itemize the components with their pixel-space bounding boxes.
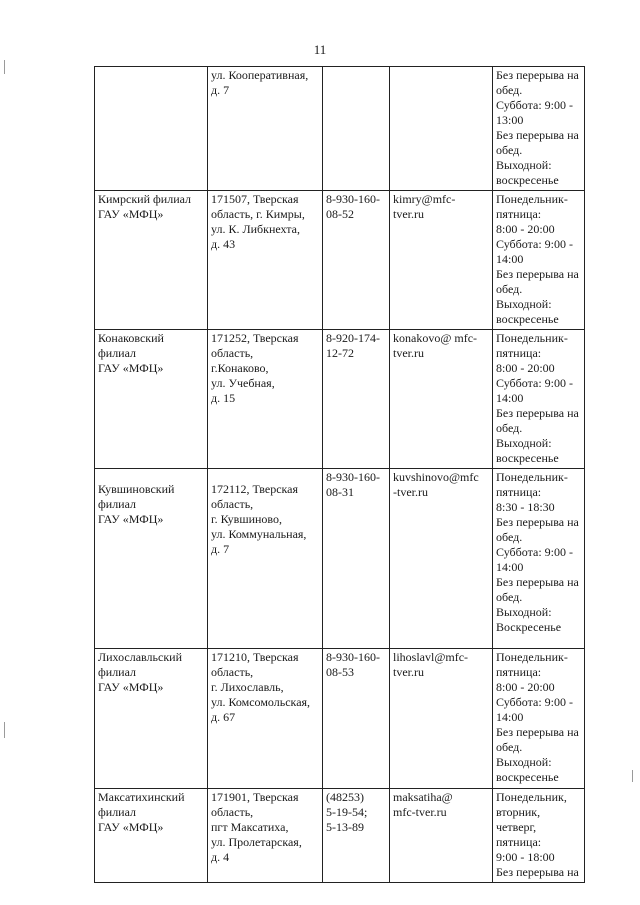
phone-cell [323,469,390,649]
branch-name-cell [95,67,208,191]
table-row [95,789,585,883]
phone-cell [323,67,390,191]
branch-address: 171507, Тверская область, г. Кимры, ул. К. Либкнехта, д. 43 [211,192,305,251]
branch-hours: Понедельник, вторник, четверг, пятница: 9:00 - 18:00 Без перерыва на [496,790,579,879]
branch-name-cell [95,789,208,883]
branch-table [94,66,585,883]
phone-cell [323,789,390,883]
phone-cell [323,191,390,330]
branch-phone: (48253) 5-19-54; 5-13-89 [326,790,368,834]
branch-phone: 8-930-160- 08-31 [326,470,380,499]
branch-hours: Без перерыва на обед. Суббота: 9:00 - 13:00 Без перерыва на обед. Выходной: воскресенье [496,68,579,187]
table-row [95,649,585,789]
branch-email: lihoslavl@mfc- tver.ru [393,650,469,679]
hours-cell [493,330,585,469]
email-cell [390,469,493,649]
margin-mark-bottom [4,722,5,738]
phone-cell [323,649,390,789]
branch-hours: Понедельник- пятница: 8:00 - 20:00 Суббота: 9:00 - 14:00 Без перерыва на обед. Выходной: воскресенье [496,192,579,326]
hours-cell [493,649,585,789]
address-cell [208,649,323,789]
margin-mark-right [632,770,633,782]
branch-email: konakovo@ mfc- tver.ru [393,331,478,360]
branch-address: 172112, Тверская область, г. Кувшиново, ул. Коммунальная, д. 7 [211,482,307,556]
email-cell [390,649,493,789]
branch-address: ул. Кооперативная, д. 7 [211,68,309,97]
table-row [95,330,585,469]
branch-phone: 8-920-174- 12-72 [326,331,380,360]
hours-cell [493,67,585,191]
branch-address: 171252, Тверская область, г.Конаково, ул. Учебная, д. 15 [211,331,299,405]
hours-cell [493,469,585,649]
table-row [95,469,585,649]
hours-cell [493,789,585,883]
margin-mark-top [4,60,5,74]
table-row [95,67,585,191]
address-cell [208,330,323,469]
branch-name: Кимрский филиал ГАУ «МФЦ» [98,192,192,221]
branch-name: Кувшиновский филиал ГАУ «МФЦ» [98,482,175,526]
address-cell [208,67,323,191]
branch-name: Лихославльский филиал ГАУ «МФЦ» [98,650,183,694]
phone-cell [323,330,390,469]
address-cell [208,789,323,883]
branch-email: kimry@mfc- tver.ru [393,192,456,221]
branch-address: 171210, Тверская область, г. Лихославль, ул. Комсомольская, д. 67 [211,650,311,724]
email-cell [390,67,493,191]
branch-phone: 8-930-160- 08-53 [326,650,380,679]
branch-name-cell [95,649,208,789]
hours-cell [493,191,585,330]
branch-name: Максатихинский филиал ГАУ «МФЦ» [98,790,185,834]
table-row [95,191,585,330]
branch-name-cell [95,469,208,649]
address-cell [208,191,323,330]
branch-name: Конаковский филиал ГАУ «МФЦ» [98,331,164,375]
email-cell [390,330,493,469]
branch-address: 171901, Тверская область, пгт Максатиха, ул. Пролетарская, д. 4 [211,790,302,864]
branch-name-cell [95,330,208,469]
address-cell [208,469,323,649]
email-cell [390,191,493,330]
branch-name-cell [95,191,208,330]
page-number: 11 [313,42,327,57]
branch-email: kuvshinovo@mfc -tver.ru [393,470,479,499]
branch-hours: Понедельник- пятница: 8:00 - 20:00 Суббота: 9:00 - 14:00 Без перерыва на обед. Выходной: воскресенье [496,650,579,784]
branch-email: maksatiha@ mfc-tver.ru [393,790,453,819]
email-cell [390,789,493,883]
branch-hours: Понедельник- пятница: 8:00 - 20:00 Суббота: 9:00 - 14:00 Без перерыва на обед. Выходной: воскресенье [496,331,579,465]
branch-phone: 8-930-160- 08-52 [326,192,380,221]
branch-hours: Понедельник- пятница: 8:30 - 18:30 Без перерыва на обед. Суббота: 9:00 - 14:00 Без перерыва на обед. Выходной: Воскресенье [496,470,579,634]
